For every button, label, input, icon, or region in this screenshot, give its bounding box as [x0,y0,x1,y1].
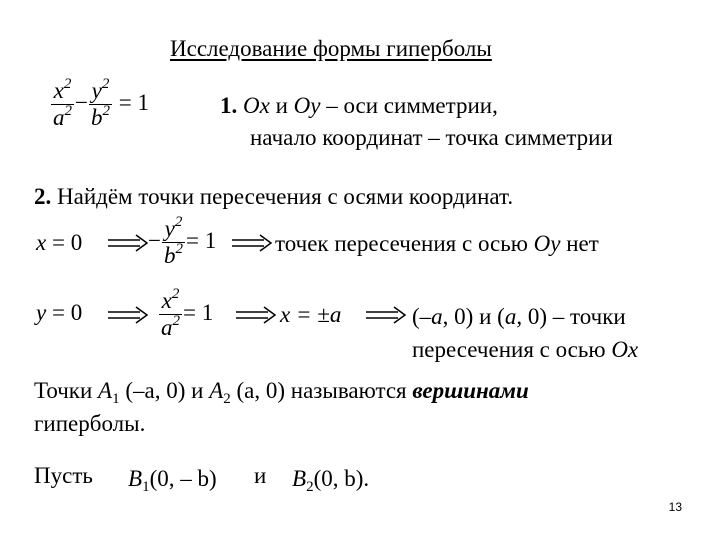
item-1-line-2: начало координат – точка симметрии [250,125,613,150]
implies-arrow-icon [234,306,278,324]
case-x-result: точек пересечения с осью Oy нет [275,231,599,256]
hyperbola-equation: $\frac{x^2}{a^2}$ − $\frac{y^2}{b^2}$ = 1 [53,76,149,130]
case-y-condition: y = 0 [36,300,83,325]
case-y-solution: x = ±a [280,302,342,327]
item-1-number: 1. [220,93,238,118]
let-and: и [254,463,267,488]
item-1-line-1: 1. Ox и Oy – оси симметрии, [220,93,498,118]
page-title: Исследование формы гиперболы [170,36,492,61]
item-2-number: 2. [34,184,52,209]
term-vertices: вершинами [412,378,529,403]
implies-arrow-icon [364,306,408,324]
vertices-line-1: Точки $A_1$ (–a, 0) и $A_2$ (a, 0) называются вершинами [34,378,529,407]
page-number: 13 [668,500,682,514]
item-2 [34,183,513,210]
axis-oy: Oy [293,93,321,118]
item-2-text: Найдём точки пересечения с осями координат. [57,184,514,209]
case-y-result-line-1: (–a, 0) и (a, 0) – точки [412,304,626,329]
point-b2: $B_2(0$, b). [292,466,370,495]
case-y-equation: $\frac{x^2}{a^2}$ = 1 [161,286,214,340]
case-x-condition: x = 0 [36,230,83,255]
axis-ox: Ox [243,93,270,118]
vertices-line-2: гиперболы. [34,411,146,436]
implies-arrow-icon [106,234,150,252]
implies-arrow-icon [230,234,274,252]
case-x-equation: − $\frac{y^2}{b^2}$ = 1 [148,214,217,268]
point-b1: $B_1(0$, – b) [128,466,217,495]
let-word: Пусть [34,463,93,488]
case-y-result-line-2: пересечения с осью Ox [412,337,639,362]
implies-arrow-icon [106,306,150,324]
